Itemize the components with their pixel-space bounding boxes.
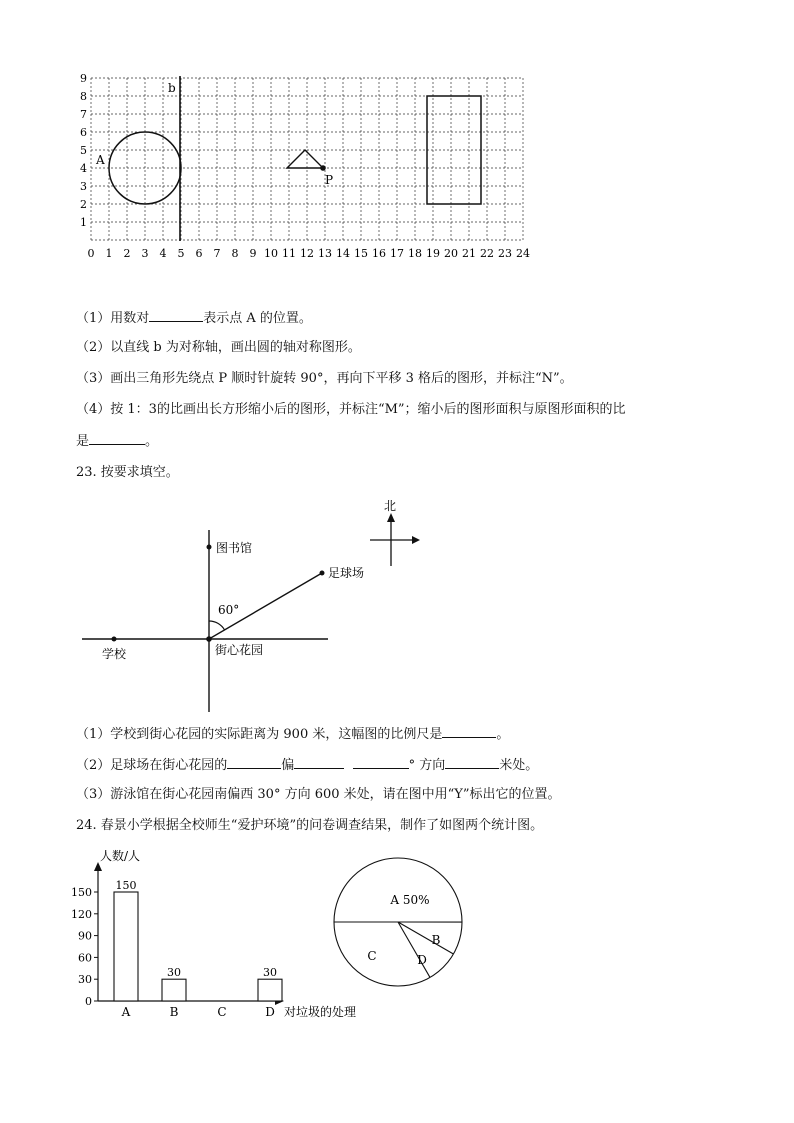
answer-blank[interactable] (227, 756, 281, 769)
x-tick-label: 15 (354, 247, 368, 260)
q23-line-2: （2）足球场在街心花园的 偏 ° 方向 米处。 (76, 758, 539, 773)
bar-data-label: 30 (263, 966, 277, 980)
line-b-label: b (168, 81, 176, 95)
x-tick-label: 1 (105, 247, 113, 260)
pie-slices (334, 858, 462, 986)
y-tick-label: 150 (71, 886, 92, 899)
q23-line-1: （1）学校到街心花园的实际距离为 900 米，这幅图的比例尺是 。 (76, 727, 510, 742)
x-axis-label: 对垃圾的处理 (284, 1005, 357, 1019)
x-tick-label: D (265, 1005, 275, 1019)
bar-data-label: 30 (167, 966, 181, 980)
north-arrowhead (387, 513, 395, 522)
school-dot (112, 637, 117, 642)
x-tick-label: C (217, 1005, 227, 1019)
y-tick-label: 3 (80, 180, 87, 193)
y-tick-label: 90 (78, 929, 92, 943)
x-tick-label: 17 (390, 247, 404, 260)
coordinate-grid-figure (80, 66, 540, 266)
x-tick-label: 23 (498, 247, 512, 260)
x-tick-label: 9 (249, 247, 257, 260)
bar-data-label: 150 (115, 879, 137, 892)
point-p-dot (320, 165, 326, 171)
garden-label: 街心花园 (215, 643, 264, 657)
east-arrowhead (412, 536, 420, 544)
triangle-shape (287, 150, 323, 168)
answer-blank[interactable] (89, 432, 145, 445)
point-a-label: A (96, 153, 105, 167)
q23-title: 23. 按要求填空。 (76, 465, 179, 480)
y-tick-label: 1 (80, 216, 87, 229)
q23-line-3: （3）游泳馆在街心花园南偏西 30° 方向 600 米处，请在图中用“Y”标出它的位置。 (76, 787, 561, 802)
y-tick-label: 6 (80, 126, 87, 139)
pie-label: B (431, 933, 441, 947)
answer-blank[interactable] (294, 756, 344, 769)
x-tick-label: 10 (264, 247, 278, 260)
x-tick-label: 5 (177, 247, 185, 260)
answer-blank[interactable] (353, 756, 409, 769)
x-tick-label: A (121, 1005, 131, 1019)
bar-A (114, 892, 138, 1001)
x-tick-label: 19 (426, 247, 440, 260)
x-tick-label: 3 (141, 247, 149, 260)
y-tick-label: 9 (80, 72, 87, 85)
y-tick-label: 30 (78, 973, 92, 987)
y-tick-label: 8 (80, 90, 87, 103)
q22-line-4: （4）按 1：3的比画出长方形缩小后的图形，并标注“M”；缩小后的图形面积与原图形面积的比 (76, 402, 626, 417)
x-tick-label: 12 (300, 247, 314, 260)
garden-dot (206, 636, 212, 642)
x-tick-label: 21 (462, 247, 476, 260)
answer-blank[interactable] (445, 756, 499, 769)
y-tick-label: 60 (78, 951, 92, 965)
x-tick-label: 6 (195, 247, 203, 260)
y-tick-label: 7 (80, 108, 87, 121)
library-label: 图书馆 (216, 541, 253, 555)
pie-label: A 50% (390, 893, 430, 907)
x-tick-label: 0 (87, 247, 95, 260)
x-tick-label: 22 (480, 247, 494, 260)
x-tick-label: 4 (159, 247, 167, 260)
x-tick-label: 13 (318, 247, 332, 260)
bar-D (258, 979, 282, 1001)
x-tick-label: 2 (123, 247, 131, 260)
answer-blank[interactable] (149, 309, 203, 322)
y-tick-label: 0 (85, 995, 92, 1008)
football-dot (320, 571, 325, 576)
q24-title: 24. 春景小学根据全校师生“爱护环境”的问卷调查结果，制作了如图两个统计图。 (76, 818, 544, 833)
q22-line-1: （1）用数对 表示点 A 的位置。 (76, 311, 312, 326)
school-label: 学校 (102, 647, 127, 661)
y-tick-labels (80, 72, 87, 229)
angle-label: 60° (218, 603, 240, 617)
north-label: 北 (384, 499, 397, 513)
y-tick-label: 4 (80, 162, 87, 175)
direction-map-figure (76, 494, 436, 716)
x-tick-labels (88, 247, 531, 260)
point-p-label: P (325, 173, 334, 187)
x-tick-label: 8 (231, 247, 239, 260)
grid-lines (91, 78, 523, 240)
x-tick-label: 24 (516, 247, 530, 260)
q22-line-2: （2）以直线 b 为对称轴，画出圆的轴对称图形。 (76, 340, 361, 355)
y-tick-label: 2 (80, 198, 87, 211)
y-axis-label: 人数/人 (100, 849, 141, 863)
q22-line-5: 是 。 (76, 434, 159, 449)
x-tick-label: 18 (408, 247, 422, 260)
angle-arc (209, 621, 225, 630)
x-tick-label: 14 (336, 247, 350, 260)
answer-blank[interactable] (442, 725, 496, 738)
x-tick-label: B (169, 1005, 179, 1019)
x-tick-label: 16 (372, 247, 386, 260)
x-tick-label: 20 (444, 247, 458, 260)
y-tick-label: 120 (71, 907, 92, 921)
y-tick-label: 5 (80, 144, 87, 157)
q22-line-3: （3）画出三角形先绕点 P 顺时针旋转 90°，再向下平移 3 格后的图形，并标注“N”。 (76, 371, 573, 386)
y-axis-arrowhead (94, 862, 102, 871)
football-label: 足球场 (328, 566, 365, 580)
bar-B (162, 979, 186, 1001)
bar-bars (114, 879, 282, 1001)
pie-chart (330, 852, 470, 992)
bar-y-ticks (71, 886, 98, 1008)
pie-label: D (417, 953, 427, 967)
x-tick-label: 7 (213, 247, 221, 260)
x-tick-label: 11 (282, 247, 296, 260)
bar-x-ticks (121, 1005, 275, 1019)
pie-label: C (367, 949, 377, 963)
library-dot (207, 545, 212, 550)
